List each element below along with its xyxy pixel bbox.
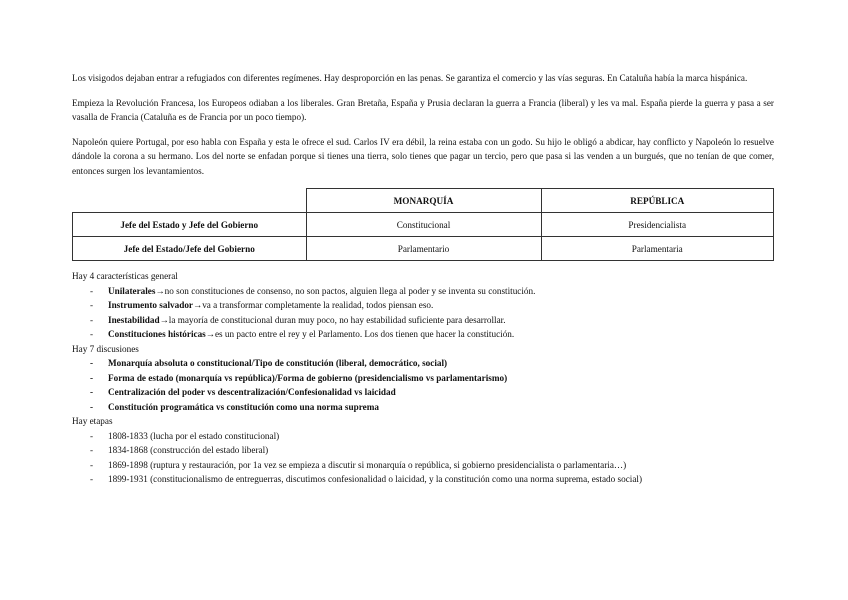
table-header-row	[73, 189, 774, 213]
dash-bullet: -	[90, 387, 94, 397]
table-row	[73, 237, 774, 261]
dash-bullet: -	[90, 459, 94, 470]
list-item	[72, 443, 774, 458]
discusiones-heading: Hay 7 discusiones	[72, 343, 139, 354]
dash-bullet: -	[90, 300, 94, 310]
row-label: Jefe del Estado/Jefe del Gobierno	[73, 237, 307, 261]
list-item	[72, 458, 774, 473]
item-text: →no son constituciones de consenso, no son pactos, alguien llega al poder y se inventa su constitución.	[155, 285, 536, 296]
dash-bullet: -	[90, 314, 94, 325]
dash-bullet: -	[90, 430, 94, 441]
list-item	[72, 472, 774, 487]
item-term: Instrumento salvador	[108, 300, 193, 310]
cell-republica: Parlamentaria	[541, 237, 774, 261]
etapas-heading: Hay etapas	[72, 416, 113, 426]
dash-bullet: -	[90, 329, 94, 339]
cell-republica: Presidencialista	[541, 213, 774, 237]
dash-bullet: -	[90, 358, 94, 368]
paragraph-visigodos: Los visigodos dejaban entrar a refugiados con diferentes regímenes. Hay desproporción en las penas. Se garantiza el comercio y las vías seguras. En Cataluña había la marca hispánica.	[72, 73, 748, 83]
row-label: Jefe del Estado y Jefe del Gobierno	[73, 213, 307, 237]
item-text: 1869-1898 (ruptura y restauración, por 1a vez se empieza a discutir si monarquía o república, si gobierno presidencialista o parlamentaria…)	[108, 459, 627, 470]
dash-bullet: -	[90, 372, 94, 383]
list-item	[72, 298, 774, 313]
cell-monarquia: Constitucional	[306, 213, 541, 237]
list-item	[72, 313, 774, 328]
document-page	[72, 71, 774, 487]
item-text: 1834-1868 (construcción del estado liberal)	[108, 445, 269, 455]
caracteristicas-heading: Hay 4 características general	[72, 271, 178, 281]
paragraph-napoleon: Napoleón quiere Portugal, por eso habla con España y esta le ofrece el sud. Carlos IV era débil, la reina estaba con un godo. Su hijo le obligó a abdicar, hay conflicto y Napoleón lo resuelve dándole la corona a su hermano. Los del norte se enfadan porque si tienes una tierra, solo tienes que pagar un tercio, pero que pasa si las venden a un burgués, que no tenían de que comer, entonces surgen los levantamientos.	[72, 136, 774, 176]
item-text: 1899-1931 (constitucionalismo de entreguerras, discutimos confesionalidad o laicidad, y la constitución como una norma suprema, estado social)	[108, 474, 643, 484]
cell-monarquia: Parlamentario	[306, 237, 541, 261]
list-item	[72, 385, 774, 400]
list-item	[72, 356, 774, 371]
header-monarquia: MONARQUÍA	[306, 189, 541, 213]
item-text: Constitución programática vs constitución como una norma suprema	[108, 401, 379, 412]
etapas-list	[72, 429, 774, 487]
list-item	[72, 371, 774, 386]
item-text: →es un pacto entre el rey y el Parlamento. Los dos tienen que hacer la constitución.	[205, 329, 515, 339]
item-term: Inestabilidad	[108, 314, 160, 325]
item-term: Constituciones históricas	[108, 329, 206, 339]
item-text: →va a transformar completamente la realidad, todos piensan eso.	[193, 300, 434, 310]
discusiones-list	[72, 356, 774, 414]
header-republica: REPÚBLICA	[541, 189, 774, 213]
table-row	[73, 213, 774, 237]
list-item	[72, 327, 774, 342]
item-text: Monarquía absoluta o constitucional/Tipo de constitución (liberal, democrático, social)	[108, 358, 448, 368]
table-corner-cell	[73, 189, 307, 213]
item-text: 1808-1833 (lucha por el estado constitucional)	[108, 430, 280, 441]
dash-bullet: -	[90, 474, 94, 484]
caracteristicas-list	[72, 284, 774, 342]
item-text: Forma de estado (monarquía vs república)/Forma de gobierno (presidencialismo vs parlamentarismo)	[108, 372, 508, 383]
list-item	[72, 429, 774, 444]
paragraph-revolucion-francesa: Empieza la Revolución Francesa, los Europeos odiaban a los liberales. Gran Bretaña, España y Prusia declaran la guerra a Francia (liberal) y les va mal. España pierde la guerra y pasa a ser vasalla de Francia (Cataluña es de Francia por un poco tiempo).	[72, 97, 774, 122]
item-text: →la mayoría de constitucional duran muy poco, no hay estabilidad suficiente para desarrollar.	[159, 314, 506, 325]
dash-bullet: -	[90, 445, 94, 455]
government-table	[72, 188, 774, 261]
list-item	[72, 284, 774, 299]
list-item	[72, 400, 774, 415]
dash-bullet: -	[90, 285, 94, 296]
item-text: Centralización del poder vs descentralización/Confesionalidad vs laicidad	[108, 387, 396, 397]
item-term: Unilaterales	[108, 285, 156, 296]
dash-bullet: -	[90, 401, 94, 412]
